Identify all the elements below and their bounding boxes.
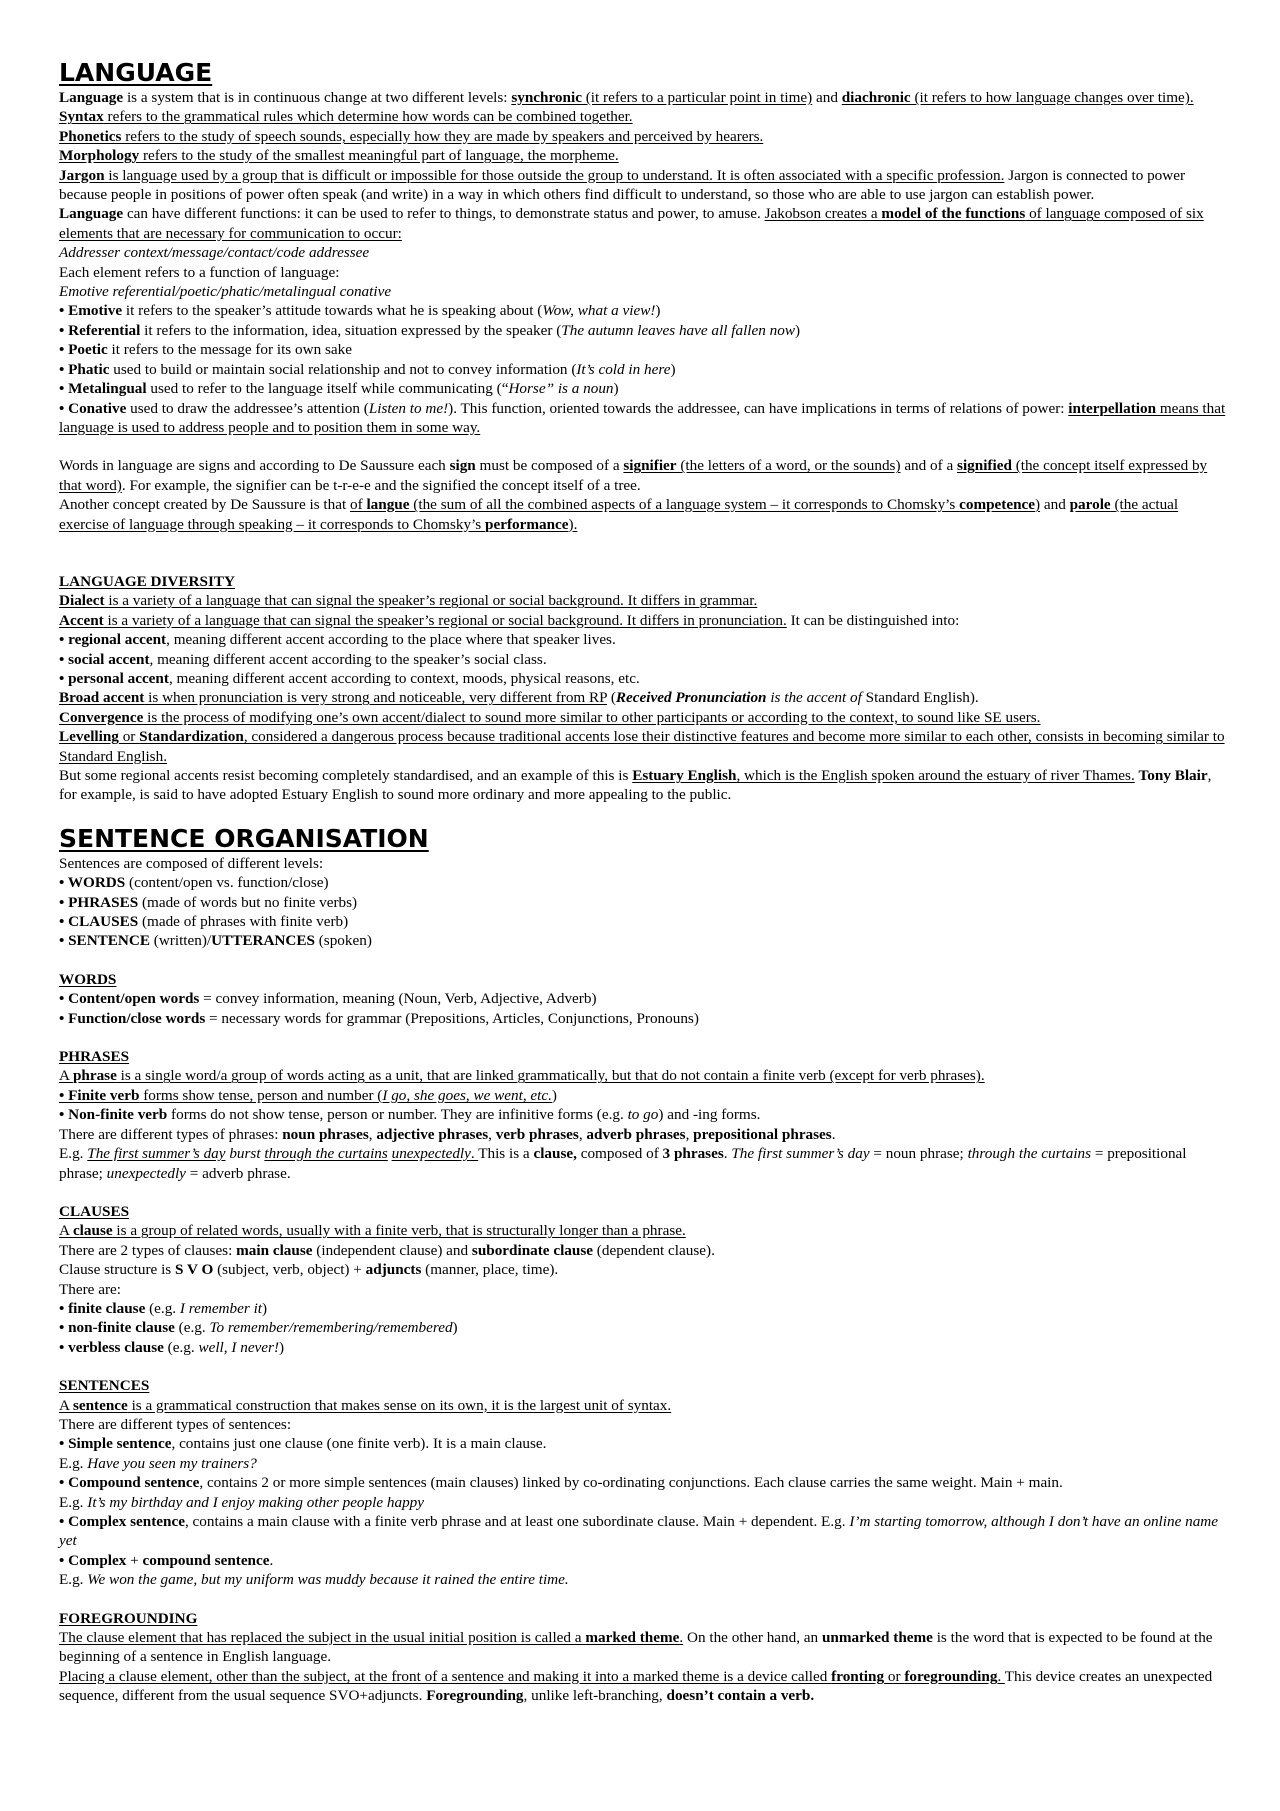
text-run: adjuncts (365, 1261, 422, 1279)
text-run: , meaning different accent according to the speaker’s social class. (149, 650, 547, 668)
text-run: signified (957, 457, 1012, 475)
text-run: (the letters of a word, or the sounds) (676, 457, 901, 475)
text-run: (independent clause) and (312, 1241, 472, 1259)
list-item (59, 1221, 1231, 1240)
text-run: it refers to the information, idea, situation expressed by the speaker ( (140, 321, 562, 339)
text-run: ) and -ing forms. (658, 1106, 761, 1124)
paragraph (59, 282, 1231, 301)
text-run: (the sum of all the combined aspects of a language system – it corresponds to Chomsky’s (409, 496, 960, 514)
paragraph (59, 591, 1231, 610)
text-run: model of the functions (881, 205, 1026, 223)
list-item (59, 1473, 1231, 1492)
list-item (59, 360, 1231, 379)
text-run: • verbless clause (59, 1338, 164, 1356)
text-run: is when pronunciation is very strong and noticeable, very different from RP (144, 689, 608, 707)
phrases-block (59, 1066, 1231, 1182)
text-run: Language (59, 205, 124, 223)
document-page (59, 58, 1231, 1706)
list-item (59, 1241, 1231, 1260)
list-item (59, 321, 1231, 340)
text-run: E.g. (59, 1493, 88, 1511)
text-run: Phonetics (59, 127, 122, 145)
text-run: (e.g. (174, 1319, 210, 1337)
text-run: • Content/open words (59, 990, 200, 1008)
text-run: Placing a clause element, other than the subject, at the front of a sentence and making it into a marked theme is a device called (59, 1667, 832, 1685)
text-run: • CLAUSES (59, 913, 139, 931)
text-run: (written)/ (149, 932, 212, 950)
text-run: well, I never! (198, 1338, 280, 1356)
list-item (59, 1415, 1231, 1434)
text-run: subordinate clause (471, 1241, 593, 1259)
text-run: = convey information, meaning (Noun, Verb, Adjective, Adverb) (199, 990, 597, 1008)
text-run: competence (959, 496, 1036, 514)
text-run: , contains a main clause with a finite verb phrase and at least one subordinate clause. Main + dependent. E.g. (184, 1513, 850, 1530)
text-run: . For example, the signifier can be t-r-e-e and the signified the concept itself of a tree. (121, 476, 641, 494)
text-run: and (1040, 496, 1070, 514)
text-run: Words in language are signs and according to De Saussure each (59, 457, 450, 475)
paragraph (59, 204, 1231, 243)
text-run: Each element refers to a function of language: (59, 263, 340, 281)
text-run: and of a (900, 457, 958, 475)
paragraph (59, 243, 1231, 262)
text-run: used to build or maintain social relationship and not to convey information ( (109, 360, 577, 378)
text-run: • Poetic (59, 341, 108, 359)
text-run: This device creates an unexpected sequence, different from the usual sequence SVO+adjuncts. (59, 1667, 1213, 1705)
text-run: = prepositional phrase; (59, 1145, 1187, 1182)
text-run: It’s cold in here (576, 360, 671, 378)
text-run: foregrounding (904, 1667, 998, 1685)
text-run: (spoken) (314, 932, 372, 950)
text-run: • Complex (59, 1551, 127, 1569)
text-run: marked theme (585, 1629, 680, 1647)
text-run: A (59, 1396, 73, 1414)
text-run: ) (452, 1319, 458, 1337)
text-run: , which is the English spoken around the estuary of river Thames. (736, 767, 1135, 784)
text-run: , contains 2 or more simple sentences (main clauses) linked by co-ordinating conjunctions. Each clause carries the same weight. Main + main. (199, 1474, 1063, 1492)
text-run: E.g. (59, 1454, 88, 1472)
text-run: Accent (59, 611, 104, 629)
text-run: is language used by a group that is difficult or impossible for those outside the group to understand. It is often associated with a specific profession. (104, 166, 1005, 184)
text-run: ). This function, oriented towards the addressee, can have implications in terms of relations of power: (448, 399, 1069, 417)
text-run: compound sentence (142, 1551, 270, 1569)
text-run: UTTERANCES (211, 932, 315, 950)
text-run: , meaning different accent according to the place where that speaker lives. (166, 631, 616, 649)
text-run: To remember/remembering/remembered (209, 1319, 453, 1337)
text-run: • Metalingual (59, 380, 147, 398)
text-run: ) (279, 1338, 285, 1356)
text-run: clause (72, 1222, 113, 1240)
clauses-block (59, 1221, 1231, 1357)
text-run: unexpectedly (391, 1145, 471, 1163)
spacer (59, 1357, 1231, 1376)
text-run: The first summer’s day (87, 1145, 226, 1163)
text-run: Language (59, 89, 124, 106)
text-run: performance (485, 515, 569, 533)
list-item (59, 893, 1231, 912)
text-run: The autumn leaves have all fallen now (561, 321, 795, 339)
text-run: • Simple sentence (59, 1435, 172, 1453)
spacer (59, 805, 1231, 824)
text-run: is the accent of (766, 689, 862, 707)
list-item (59, 1338, 1231, 1357)
text-run: must be composed of a (475, 457, 624, 475)
text-run: (content/open vs. function/close) (125, 874, 329, 892)
text-run: The clause element that has replaced the subject in the usual initial position is called a (59, 1629, 586, 1647)
paragraph (59, 127, 1231, 146)
text-run: unexpectedly (106, 1164, 186, 1182)
text-run: adjective phrases (376, 1125, 489, 1143)
text-run: , (488, 1125, 496, 1143)
list-item (59, 379, 1231, 398)
text-run: is the process of modifying one’s own accent/dialect to sound more similar to other participants or according to the context, to sound like SE users. (143, 708, 1041, 726)
text-run: Listen to me! (368, 399, 449, 417)
text-run: • personal accent (59, 669, 169, 687)
text-run: . (831, 1125, 836, 1143)
functions-list (59, 301, 1231, 437)
text-run: Jakobson creates a (764, 205, 882, 223)
words-list (59, 989, 1231, 1028)
text-run: parole (1069, 496, 1111, 514)
text-run: verb phrases (495, 1125, 579, 1143)
text-run: Addresser context/message/contact/code addressee (59, 244, 370, 262)
list-item (59, 650, 1231, 669)
section-title-language-diversity: LANGUAGE DIVERSITY (59, 572, 235, 590)
text-run: . (679, 1629, 684, 1647)
text-run: through the curtains (967, 1145, 1092, 1163)
text-run: , for example, is said to have adopted Estuary English to sound more ordinary and more appealing to the public. (59, 767, 1212, 804)
list-item (59, 1434, 1231, 1453)
list-item (59, 1299, 1231, 1318)
text-run: E.g. (59, 1571, 88, 1589)
paragraph (59, 766, 1231, 805)
text-run: refers to the study of the smallest meaningful part of language, the morpheme. (139, 147, 619, 165)
list-item (59, 301, 1231, 320)
subsection-title-clauses: CLAUSES (59, 1202, 130, 1220)
subsection-title-phrases: PHRASES (59, 1048, 130, 1066)
text-run: There are different types of sentences: (59, 1415, 292, 1433)
text-run: langue (366, 496, 410, 514)
accents-list (59, 630, 1231, 688)
text-run: • Phatic (59, 360, 110, 378)
list-item (59, 1512, 1231, 1551)
text-run: fronting (831, 1667, 885, 1685)
list-item (59, 630, 1231, 649)
text-run: phrase (72, 1067, 117, 1085)
text-run: of language composed of six elements that are necessary for communication to occur: (59, 205, 1204, 242)
text-run: means that language is used to address people and to position them in some way. (59, 399, 1226, 436)
list-item (59, 340, 1231, 359)
subsection-title-foregrounding: FOREGROUNDING (59, 1609, 198, 1627)
text-run: (it refers to a particular point in time) (581, 89, 813, 106)
text-run: • Complex sentence (59, 1513, 185, 1530)
text-run: (it refers to how language changes over time). (910, 89, 1194, 106)
text-run: sign (449, 457, 476, 475)
text-run: Morphology (59, 147, 140, 165)
text-run: (the actual exercise of language through speaking – it corresponds to Chomsky’s (59, 496, 1179, 533)
text-run: refers to the grammatical rules which determine how words can be combined together. (103, 108, 633, 126)
subsection-title-sentences: SENTENCES (59, 1377, 150, 1395)
text-run: unmarked theme (821, 1629, 933, 1647)
text-run: Tony Blair (1138, 767, 1208, 784)
paragraph (59, 688, 1231, 707)
text-run: sentence (72, 1396, 128, 1414)
text-run: This is a (478, 1145, 534, 1163)
text-run: main clause (236, 1241, 313, 1259)
text-run: used to refer to the language itself while communicating (“ (146, 380, 509, 398)
paragraph (59, 107, 1231, 126)
text-run: ). (568, 515, 578, 533)
text-run: . (723, 1145, 732, 1163)
text-run: ) (655, 302, 661, 320)
text-run: S V O (175, 1261, 214, 1279)
spacer (59, 951, 1231, 970)
text-run: I’m starting tomorrow, although I don’t have an online name yet (59, 1513, 1219, 1550)
text-run: synchronic (511, 89, 582, 106)
text-run: Wow, what a view! (542, 302, 656, 320)
text-run: Levelling (59, 728, 119, 746)
paragraph (59, 611, 1231, 630)
list-item (59, 1280, 1231, 1299)
text-run: Broad accent (59, 689, 145, 707)
text-run: ) (551, 1086, 557, 1104)
subsection-title-words: WORDS (59, 970, 117, 988)
text-run: (manner, place, time). (421, 1261, 559, 1279)
list-item (59, 1318, 1231, 1337)
text-run: • Function/close words (59, 1009, 206, 1027)
list-item (59, 912, 1231, 931)
text-run: used to draw the addressee’s attention ( (126, 399, 369, 417)
text-run: (subject, verb, object) + (213, 1261, 366, 1279)
text-run: I remember it (179, 1299, 263, 1317)
text-run: 3 phrases (662, 1145, 724, 1163)
text-run: • Compound sentence (59, 1474, 200, 1492)
sentences-block (59, 1396, 1231, 1590)
text-run: (e.g. (163, 1338, 199, 1356)
list-item (59, 1396, 1231, 1415)
section-title-language: LANGUAGE (59, 58, 213, 87)
text-run: noun phrases (282, 1125, 369, 1143)
text-run: through the curtains (264, 1145, 388, 1163)
list-item (59, 873, 1231, 892)
text-run: is a single word/a group of words acting as a unit, that are linked grammatically, but that do not contain a finite verb (except for verb phrases). (116, 1067, 985, 1085)
text-run: = adverb phrase. (185, 1164, 291, 1182)
text-run: The first summer’s day (731, 1145, 870, 1163)
text-run: , (685, 1125, 694, 1143)
text-run: . (470, 1145, 479, 1163)
list-item (59, 1551, 1231, 1570)
text-run: or (118, 728, 140, 746)
text-run: There are different types of phrases: (59, 1125, 283, 1143)
text-run: , unlike left-branching, (523, 1687, 667, 1705)
list-item (59, 1144, 1231, 1183)
text-run: • Conative (59, 399, 127, 417)
list-item (59, 931, 1231, 950)
list-item (59, 399, 1231, 438)
text-run: Have you seen my trainers? (87, 1454, 257, 1472)
text-run: ) (262, 1299, 268, 1317)
paragraph (59, 263, 1231, 282)
text-run: There are: (59, 1280, 121, 1298)
paragraph (59, 495, 1231, 534)
text-run: Emotive referential/poetic/phatic/metalingual conative (59, 283, 392, 301)
text-run: Received Pronunciation (615, 689, 767, 707)
paragraph (59, 166, 1231, 205)
list-item (59, 1125, 1231, 1144)
text-run: (the concept itself expressed by that word) (59, 457, 1208, 494)
paragraph (59, 708, 1231, 727)
list-item (59, 669, 1231, 688)
list-item (59, 989, 1231, 1008)
text-run: • SENTENCE (59, 932, 150, 950)
text-run: • non-finite clause (59, 1319, 175, 1337)
paragraph (59, 727, 1231, 766)
text-run: , meaning different accent according to context, moods, physical reasons, etc. (168, 669, 640, 687)
text-run: Estuary English (632, 767, 737, 784)
text-run: Convergence (59, 708, 144, 726)
text-run: (made of phrases with finite verb) (138, 913, 349, 931)
text-run: Syntax (59, 108, 104, 126)
list-item (59, 1066, 1231, 1085)
list-item (59, 1105, 1231, 1124)
foregrounding-block (59, 1628, 1231, 1706)
text-run: forms do not show tense, person or number. They are infinitive forms (e.g. (167, 1106, 628, 1124)
text-run: ) (670, 360, 676, 378)
text-run: is a grammatical construction that makes sense on its own, it is the largest unit of syntax. (127, 1396, 672, 1414)
text-run: interpellation (1068, 399, 1157, 417)
paragraph (59, 456, 1231, 495)
text-run: Another concept created by De Saussure is that (59, 496, 350, 514)
text-run: (dependent clause). (593, 1241, 715, 1259)
paragraph (59, 146, 1231, 165)
text-run: or (884, 1667, 905, 1685)
text-run: to go (627, 1106, 659, 1124)
text-run: burst (225, 1145, 265, 1163)
text-run: , considered a dangerous process because traditional accents lose their distinctive features and become more similar to each other, consists in becoming similar to Standard English. (59, 728, 1225, 765)
text-run: is a variety of a language that can signal the speaker’s regional or social background. It differs in pronunciation. (103, 611, 787, 629)
text-run: it refers to the speaker’s attitude towards what he is speaking about ( (122, 302, 543, 320)
list-item (59, 1493, 1231, 1512)
list-item (59, 1454, 1231, 1473)
text-run: can have different functions: it can be used to refer to things, to demonstrate status and power, to amuse. (123, 205, 765, 223)
paragraph (59, 854, 1231, 873)
text-run: Horse” is a noun (508, 380, 614, 398)
text-run: = necessary words for grammar (Prepositions, Articles, Conjunctions, Pronouns) (205, 1009, 699, 1027)
text-run: . (997, 1667, 1005, 1685)
spacer (59, 1590, 1231, 1609)
list-item (59, 1628, 1231, 1667)
spacer (59, 534, 1231, 572)
text-run: We won the game, but my uniform was muddy because it rained the entire time. (87, 1571, 569, 1589)
text-run: (made of words but no finite verbs) (138, 893, 358, 911)
text-run: • regional accent (59, 631, 167, 649)
spacer (59, 1028, 1231, 1047)
text-run: On the other hand, an (683, 1629, 822, 1647)
text-run: There are 2 types of clauses: (59, 1241, 237, 1259)
text-run: A (59, 1222, 73, 1240)
text-run: ) (613, 380, 619, 398)
text-run: is a system that is in continuous change at two different levels: (123, 89, 512, 106)
text-run: it refers to the message for its own sake (107, 341, 352, 359)
text-run: signifier (623, 457, 677, 475)
text-run: composed of (576, 1145, 663, 1163)
text-run: is a group of related words, usually with a finite verb, that is structurally longer than a phrase. (112, 1222, 686, 1240)
text-run: forms show tense, person and number ( (139, 1086, 383, 1104)
paragraph (59, 88, 1231, 107)
spacer (59, 437, 1231, 456)
text-run: • PHRASES (59, 893, 139, 911)
text-run: Standard English). (861, 689, 979, 707)
text-run: , (578, 1125, 587, 1143)
text-run: Standardization (139, 728, 244, 746)
text-run: and (812, 89, 842, 106)
list-item (59, 1009, 1231, 1028)
text-run: • Finite verb (59, 1086, 140, 1104)
list-item (59, 1086, 1231, 1105)
text-run: refers to the study of speech sounds, especially how they are made by speakers and perceived by hearers. (121, 127, 764, 145)
text-run: It can be distinguished into: (786, 611, 960, 629)
text-run: is a variety of a language that can signal the speaker’s regional or social background. It differs in grammar. (104, 592, 758, 610)
text-run: ) (1035, 496, 1041, 514)
text-run: is the word that is expected to be found at the beginning of a sentence in English language. (59, 1629, 1213, 1666)
levels-list (59, 873, 1231, 951)
text-run: But some regional accents resist becoming completely standardised, and an example of this is (59, 767, 633, 784)
text-run: , contains just one clause (one finite verb). It is a main clause. (171, 1435, 547, 1453)
text-run: Clause structure is (59, 1261, 175, 1279)
text-run: E.g. (59, 1145, 88, 1163)
text-run: diachronic (841, 89, 911, 106)
text-run: It’s my birthday and I enjoy making other people happy (87, 1493, 424, 1511)
text-run: clause, (533, 1145, 577, 1163)
section-title-sentence-organisation: SENTENCE ORGANISATION (59, 823, 429, 853)
text-run: • finite clause (59, 1299, 146, 1317)
text-run: • WORDS (59, 874, 126, 892)
text-run: ) (794, 321, 801, 339)
list-item (59, 1570, 1231, 1589)
text-run: . (269, 1551, 274, 1569)
text-run: of (350, 496, 367, 514)
text-run: = noun phrase; (869, 1145, 968, 1163)
text-run: • social accent (59, 650, 150, 668)
list-item (59, 1260, 1231, 1279)
text-run: Sentences are composed of different levels: (59, 854, 324, 872)
text-run: • Emotive (59, 302, 123, 320)
text-run: A (59, 1067, 73, 1085)
text-run: Foregrounding (426, 1687, 524, 1705)
text-run: doesn’t contain a verb. (666, 1687, 815, 1705)
text-run: ( (607, 689, 616, 707)
text-run: Jargon is connected to power because people in positions of power often speak (and write) in a way in which others find difficult to understand, so those who are able to use jargon can establish power. (59, 166, 1186, 204)
text-run: , (368, 1125, 377, 1143)
text-run: Dialect (59, 592, 105, 610)
list-item (59, 1667, 1231, 1706)
text-run: (e.g. (145, 1299, 180, 1317)
text-run: I go, she goes, we went, etc. (382, 1086, 552, 1104)
text-run: + (126, 1551, 143, 1569)
spacer (59, 1183, 1231, 1202)
text-run: Jargon (59, 166, 105, 184)
text-run: • Non-finite verb (59, 1106, 168, 1124)
text-run: • Referential (59, 321, 141, 339)
text-run: adverb phrases (586, 1125, 686, 1143)
text-run: prepositional phrases (693, 1125, 832, 1143)
